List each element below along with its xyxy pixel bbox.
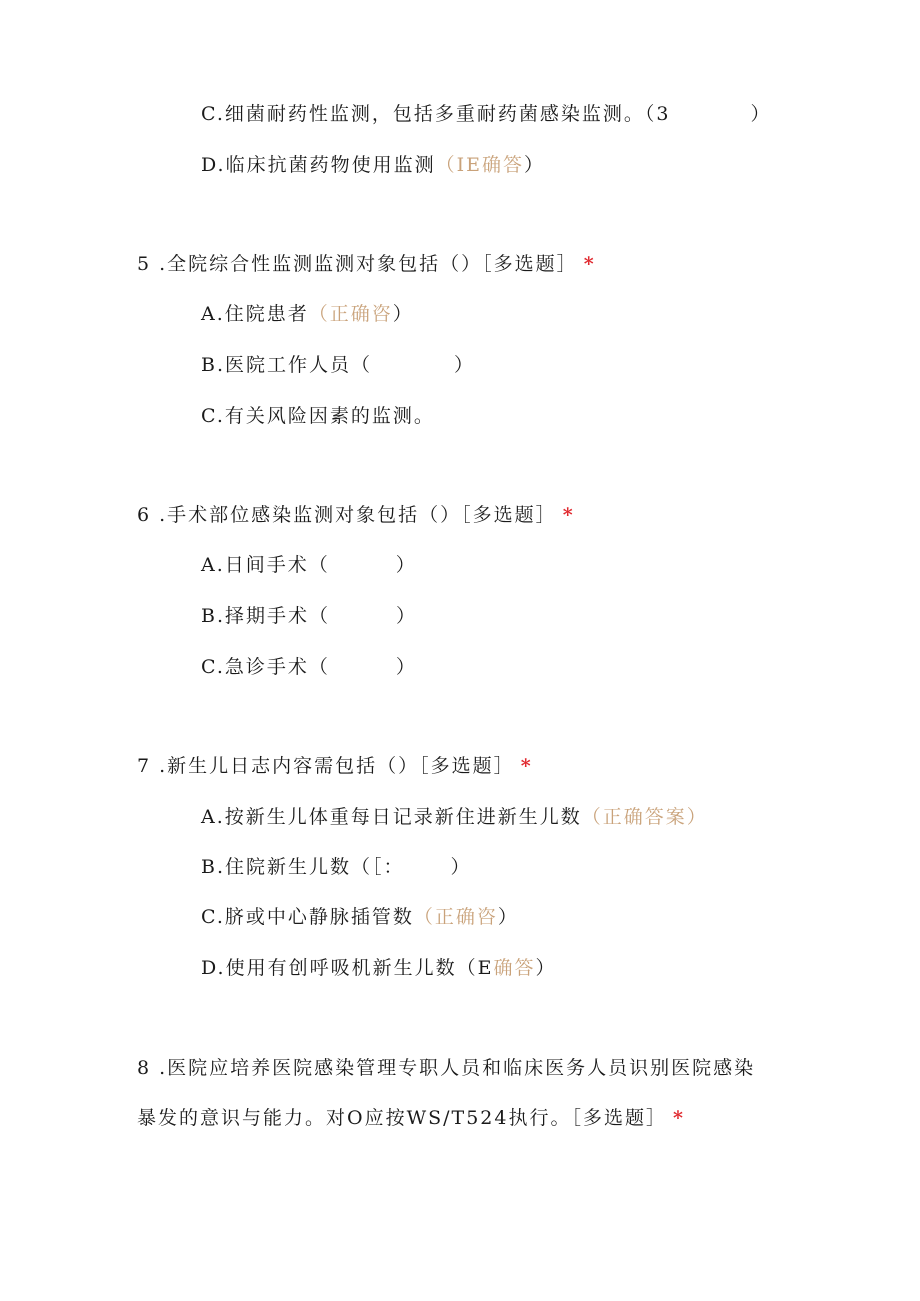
question-5-title — [137, 252, 596, 276]
q7-option-d[interactable] — [201, 956, 557, 980]
option-c-prev[interactable] — [201, 102, 772, 126]
correct-answer-mark: 正确咨 — [329, 303, 393, 325]
option-text: C.急诊手术（ — [201, 656, 330, 678]
correct-answer-mark: （正确答案） — [581, 806, 708, 828]
required-mark: * — [562, 504, 575, 526]
required-mark: * — [583, 253, 596, 275]
option-text: A.住院患者 — [201, 303, 309, 325]
option-text: C.细菌耐药性监测，包括多重耐药菌感染监测。（3 — [201, 103, 671, 125]
question-8-title-line1 — [137, 1056, 755, 1080]
q7-option-b[interactable] — [201, 855, 472, 879]
option-text: C.脐或中心静脉插管数 — [201, 906, 414, 928]
required-mark: * — [672, 1107, 685, 1129]
option-close-paren: ） — [497, 906, 519, 928]
question-number: 8 — [137, 1057, 152, 1079]
q6-option-b[interactable] — [201, 604, 417, 628]
option-text: D.使用有创呼吸机新生儿数（E — [201, 957, 494, 979]
question-7-title — [137, 754, 533, 778]
option-text: B.择期手术（ — [201, 605, 331, 627]
correct-answer-mark: IE确答 — [456, 154, 525, 176]
q7-option-c[interactable] — [201, 905, 519, 929]
q5-option-b[interactable] — [201, 353, 475, 377]
question-6-title — [137, 503, 575, 527]
q5-option-c[interactable] — [201, 404, 435, 428]
option-close-paren: ） — [454, 354, 476, 376]
answer-open-paren: （ — [308, 303, 330, 325]
question-number: 6 — [137, 504, 152, 526]
q5-option-a[interactable] — [201, 302, 414, 326]
q6-option-c[interactable] — [201, 655, 417, 679]
question-number: 5 — [137, 253, 152, 275]
required-mark: * — [520, 755, 533, 777]
q6-option-a[interactable] — [201, 553, 417, 577]
question-text: .新生儿日志内容需包括（）［多选题］ — [159, 755, 515, 777]
option-close-paren: ） — [395, 554, 417, 576]
answer-open-paren: （ — [435, 154, 457, 176]
option-text: C.有关风险因素的监测。 — [201, 405, 435, 427]
option-close-paren: ） — [395, 656, 417, 678]
option-d-prev[interactable] — [201, 153, 545, 177]
option-close-paren: ） — [524, 154, 546, 176]
option-text: B.医院工作人员（ — [201, 354, 373, 376]
correct-answer-mark: （正确咨 — [413, 906, 498, 928]
option-text: D.临床抗菌药物使用监测 — [201, 154, 436, 176]
correct-answer-mark: 确答 — [493, 957, 536, 979]
question-number: 7 — [137, 755, 152, 777]
option-text: A.按新生儿体重每日记录新住进新生儿数 — [201, 806, 582, 828]
option-close-paren: ） — [396, 605, 418, 627]
option-text: A.日间手术（ — [201, 554, 330, 576]
q7-option-a[interactable] — [201, 805, 708, 829]
question-text: .全院综合性监测监测对象包括（）［多选题］ — [159, 253, 578, 275]
option-close-paren: ） — [392, 303, 414, 325]
option-close-paren: ） — [750, 103, 772, 125]
question-8-title-line2 — [137, 1106, 685, 1130]
option-close-paren: ） — [535, 957, 557, 979]
option-text: B.住院新生儿数（［： — [201, 856, 405, 878]
option-close-paren: ） — [450, 856, 472, 878]
question-text: .手术部位感染监测对象包括（）［多选题］ — [159, 504, 557, 526]
question-text: .医院应培养医院感染管理专职人员和临床医务人员识别医院感染 — [159, 1057, 756, 1079]
question-text: 暴发的意识与能力。对O应按WS/T524执行。［多选题］ — [137, 1107, 667, 1129]
